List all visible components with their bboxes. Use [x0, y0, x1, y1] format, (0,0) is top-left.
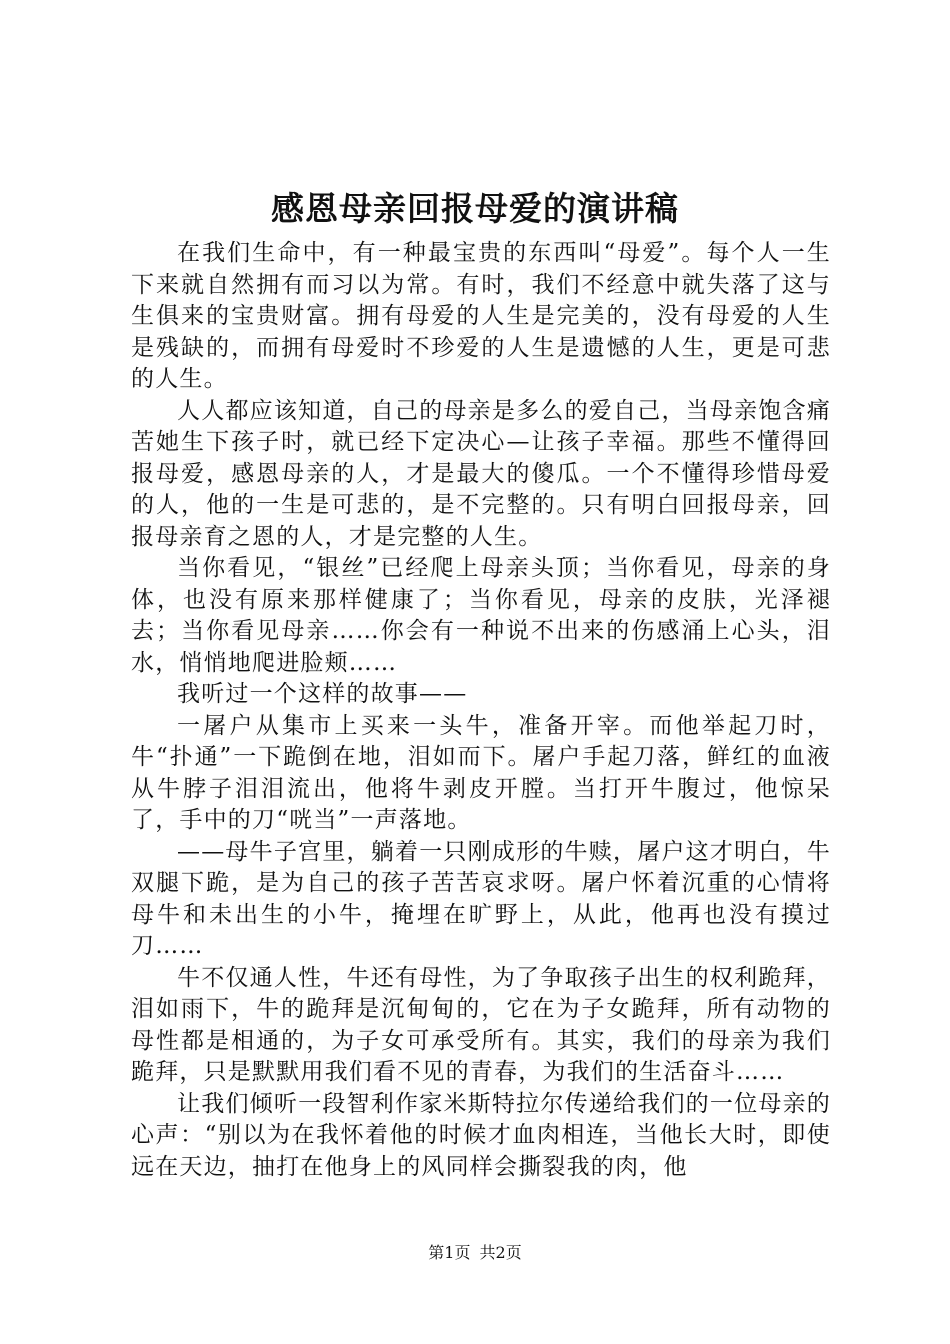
paragraph: 我听过一个这样的故事——	[177, 681, 468, 707]
paragraph: 牛不仅通人性，牛还有母性，为了争取孩子出生的权利跪拜，泪如雨下，牛的跪拜是沉甸甸的，它在为子女跪拜，所有动物的母性都是相通的，为子女可承受所有。其实，我们的母亲为我们跪拜，只是默默用我们看不见的青春，为我们的生活奋斗……	[131, 964, 831, 1085]
paragraph: 当你看见，“银丝”已经爬上母亲头顶；当你看见，母亲的身体，也没有原来那样健康了；当你看见，母亲的皮肤，光泽褪去；当你看见母亲……你会有一种说不出来的伤感涌上心头，泪水，悄悄地爬进脸颊……	[131, 555, 831, 676]
paragraph: 一屠户从集市上买来一头牛，准备开宰。而他举起刀时，牛“扑通”一下跪倒在地，泪如而下。屠户手起刀落，鲜红的血液从牛脖子泪泪流出，他将牛剥皮开膛。当打开牛腹过，他惊呆了，手中的刀“咣当”一声落地。	[131, 712, 831, 833]
paragraph: 让我们倾听一段智利作家米斯特拉尔传递给我们的一位母亲的心声：“别以为在我怀着他的时候才血肉相连，当他长大时，即使远在天边，抽打在他身上的风同样会撕裂我的肉，他	[131, 1090, 831, 1180]
document-title: 感恩母亲回报母爱的演讲稿	[271, 189, 679, 228]
page-number: 第1页	[428, 1243, 471, 1262]
paragraph: 在我们生命中，有一种最宝贵的东西叫“母爱”。每个人一生下来就自然拥有而习以为常。有时，我们不经意中就失落了这与生俱来的宝贵财富。拥有母爱的人生是完美的，没有母爱的人生是残缺的，而拥有母爱时不珍爱的人生是遗憾的人生，更是可悲的人生。	[131, 240, 831, 392]
page-total: 共2页	[479, 1243, 522, 1262]
document-body	[131, 238, 831, 1183]
paragraph: 人人都应该知道，自己的母亲是多么的爱自己，当母亲饱含痛苦她生下孩子时，就已经下定决心—让孩子幸福。那些不懂得回报母爱，感恩母亲的人，才是最大的傻瓜。一个不懂得珍惜母爱的人，他的一生是可悲的，是不完整的。只有明白回报母亲，回报母亲育之恩的人，才是完整的人生。	[131, 397, 831, 550]
paragraph: ——母牛子宫里，躺着一只刚成形的牛赎，屠户这才明白，牛双腿下跪，是为自己的孩子苦苦哀求呀。屠户怀着沉重的心情将母牛和未出生的小牛，掩埋在旷野上，从此，他再也没有摸过刀……	[131, 838, 831, 959]
page-footer	[0, 1242, 950, 1264]
